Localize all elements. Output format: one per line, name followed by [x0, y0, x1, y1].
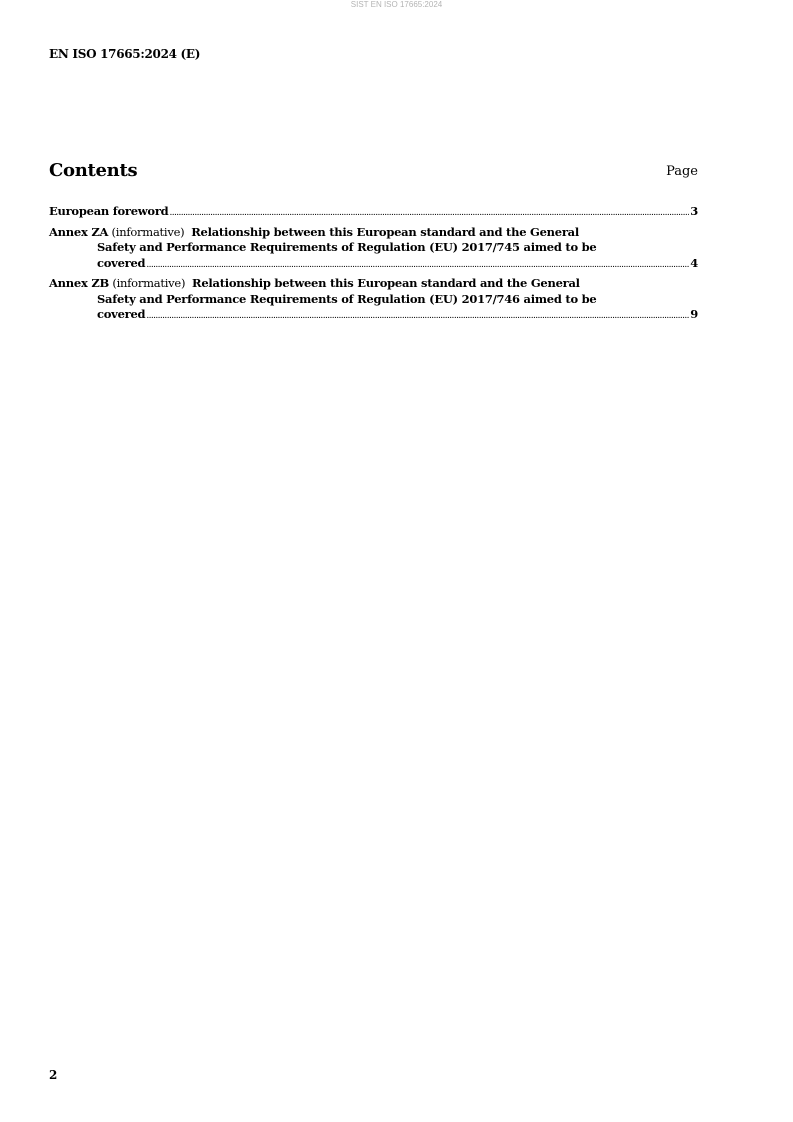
toc-page-number: 9: [690, 307, 698, 321]
toc-annex-status: (informative): [112, 276, 186, 290]
toc-entry-title-line3: covered: [97, 255, 146, 270]
toc-leader-dots: [169, 204, 689, 222]
page-column-label: Page: [666, 164, 698, 179]
toc-entry-title-line1: Relationship between this European standard and the General: [191, 224, 579, 239]
toc-annex-label: Annex ZA: [49, 224, 109, 239]
toc-page-number: 4: [690, 255, 698, 270]
toc-entry-title: European foreword: [49, 204, 169, 218]
toc-leader-dots: [146, 256, 689, 274]
toc-entry-foreword[interactable]: [49, 204, 698, 222]
toc-page-number: 3: [690, 204, 698, 218]
toc-entry-title-line1: Relationship between this European standard and the General: [192, 276, 580, 290]
toc-entry-title-line2: Safety and Performance Requirements of Regulation (EU) 2017/746 aimed to be: [97, 291, 597, 306]
toc-entry-annex-zb[interactable]: [49, 276, 698, 325]
document-id: EN ISO 17665:2024 (E): [49, 47, 201, 61]
toc-entry-title-line2: Safety and Performance Requirements of Regulation (EU) 2017/745 aimed to be: [97, 240, 597, 254]
toc-entry-title-line3: covered: [97, 307, 146, 321]
toc-annex-label: Annex ZB: [49, 276, 109, 290]
page-number: 2: [49, 1068, 58, 1082]
contents-heading: Contents: [49, 160, 138, 181]
watermark: SIST EN ISO 17665:2024: [350, 0, 443, 9]
toc-annex-status: (informative): [111, 224, 185, 239]
table-of-contents: [49, 204, 698, 328]
toc-leader-dots: [146, 307, 689, 325]
toc-entry-annex-za[interactable]: [49, 225, 698, 274]
